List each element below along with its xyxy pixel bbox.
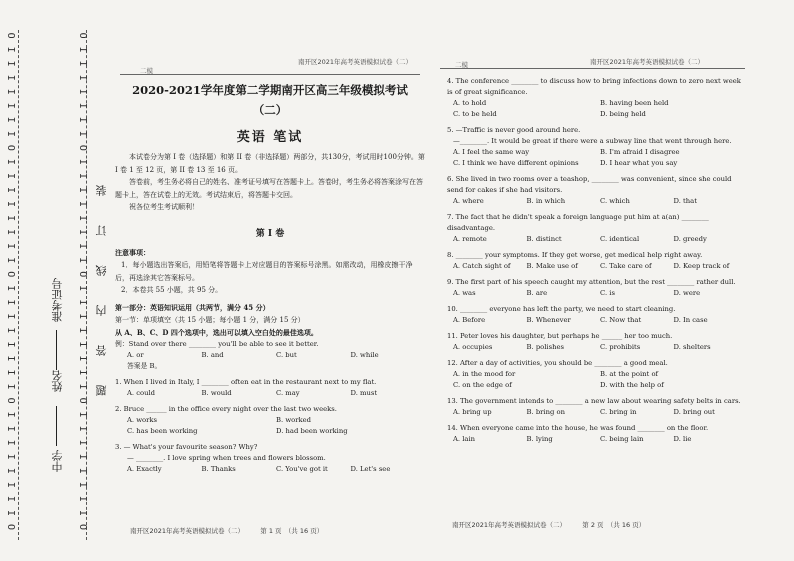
option: C. may [276, 389, 300, 397]
option: C. to be held [453, 110, 497, 118]
question: 8. ________ your symptoms. If they get worse, get medical help right away. [447, 251, 703, 259]
question: 9. The first part of his speech caught my attention, but the rest ________ rather dull. [447, 278, 736, 286]
option: C. bring in [600, 408, 637, 416]
question-options [447, 288, 747, 299]
option: B. polishes [526, 343, 564, 351]
binding-strip [8, 30, 118, 540]
option: A. to hold [453, 99, 487, 107]
option: B. would [201, 389, 232, 397]
option: A. occupies [453, 343, 493, 351]
option: D. Let's see [350, 465, 391, 473]
name-label: 姓名 [51, 370, 64, 392]
binding-marker-1: 装 [95, 185, 108, 196]
question-options [447, 196, 747, 207]
question-options [447, 147, 747, 169]
option: D. had been working [276, 427, 348, 435]
question: 1. When I lived in Italy, I ________ often eat in the restaurant next to my flat. [115, 378, 377, 386]
binding-marker-5: 答 [95, 345, 108, 356]
option: B. worked [276, 416, 311, 424]
question: 5. —Traffic is never good around here. [447, 126, 581, 134]
question-options [447, 369, 747, 391]
question-options [115, 415, 425, 437]
right-page-header: 南开区2021年高考英语模拟试卷（二） [590, 58, 705, 66]
right-page [447, 76, 747, 445]
option: B. Make use of [526, 262, 578, 270]
intro-paragraph: 祝各位考生考试顺利！ [129, 203, 199, 211]
option: A. was [453, 289, 476, 297]
example-answer: 答案是 B。 [127, 362, 162, 370]
option: C. identical [600, 235, 640, 243]
binding-marker-2: 订 [95, 225, 108, 236]
question: 12. After a day of activities, you should be ________ a good meal. [447, 359, 668, 367]
question-options [115, 388, 425, 399]
cut-line [18, 30, 19, 540]
question: 4. The conference ________ to discuss how to bring infections down to zero next week is of great significance. [447, 77, 741, 96]
option: A. could [127, 389, 156, 397]
option: D. shelters [673, 343, 711, 351]
option: D. while [350, 351, 379, 359]
right-page-mark: 二模 [455, 61, 468, 69]
name-line [56, 406, 57, 446]
option: D. bring out [673, 408, 715, 416]
binding-dash-text: O I I I I I I I I O I I I I I I I I O I I I I I I I I O I I I I I I I O [7, 31, 18, 530]
question-line2: —________. It would be great if there were a subway line that went through here. [453, 137, 732, 145]
exam-title-sub: （二） [252, 103, 288, 117]
option: B. bring on [526, 408, 565, 416]
question-options [447, 98, 747, 120]
option: A. in the mood for [453, 370, 516, 378]
option: C. is [600, 289, 615, 297]
question: 11. Peter loves his daughter, but perhaps he ______ her too much. [447, 332, 673, 340]
option: B. I'm afraid I disagree [600, 148, 680, 156]
option: D. were [673, 289, 701, 297]
part-title: 第一部分：英语知识运用（共两节，满分 45 分） [115, 302, 270, 312]
option: A. Exactly [127, 465, 162, 473]
left-page-header: 南开区2021年高考英语模拟试卷（二） [298, 58, 413, 66]
option: D. lie [673, 435, 692, 443]
question: 7. The fact that he didn't speak a foreign language put him at a(an) ________ disadvantage. [447, 213, 709, 232]
option: C. Take care of [600, 262, 652, 270]
option: D. Keep track of [673, 262, 730, 270]
question: 14. When everyone came into the house, he was found ________ on the floor. [447, 424, 709, 432]
binding-dash-text-inner: O I I I I I I I I O I I I I I I I I O I I I I I I I I O I I I I I I I O [79, 31, 90, 530]
option: A. I feel the same way [453, 148, 530, 156]
id-number-label: 准考证号 [51, 278, 64, 322]
option: C. has been working [127, 427, 198, 435]
question: 3. — What's your favourite season? Why? [115, 443, 258, 451]
left-page-footer: 南开区2021年高考英语模拟试卷（二） 第 1 页 （共 16 页） [130, 527, 324, 535]
option: A. Before [453, 316, 486, 324]
left-page-mark: 二模 [140, 67, 153, 75]
binding-marker-4: 内 [95, 305, 108, 316]
volume-title: 第 I 卷 [255, 228, 285, 239]
option: C. but [276, 351, 297, 359]
intro-paragraph: 本试卷分为第 I 卷（选择题）和第 II 卷（非选择题）两部分，共130分，考试用时100分钟。第 I 卷 1 至 12 页，第 II 卷 13 至 16 页。 [115, 153, 425, 174]
left-header-rule [120, 74, 420, 75]
notes-title: 注意事项： [115, 247, 150, 257]
option: A. where [453, 197, 484, 205]
option: A. works [127, 416, 157, 424]
option: D. In case [673, 316, 708, 324]
option: B. lying [526, 435, 553, 443]
question: 6. She lived in two rooms over a teashop, ________ was convenient, since she could send for cakes if she had visitors. [447, 175, 732, 194]
binding-marker-3: 线 [95, 265, 108, 276]
option: A. remote [453, 235, 487, 243]
question: 2. Bruce ______ in the office every night over the last two weeks. [115, 405, 337, 413]
option: B. and [201, 351, 224, 359]
intro-paragraph: 答卷前，考生务必将自己的姓名、准考证号填写在答题卡上。答卷时，考生务必将答案涂写在答题卡上，答在试卷上的无效。考试结束后，将答题卡交回。 [115, 178, 423, 199]
option: C. prohibits [600, 343, 641, 351]
option: B. at the point of [600, 370, 659, 378]
note-item: 2．本卷共 55 小题，共 95 分。 [121, 286, 223, 294]
school-label: 中学 [51, 450, 64, 472]
id-number-line [56, 330, 57, 370]
option: C. You've got it [276, 465, 328, 473]
question-options [447, 407, 747, 418]
option: B. distinct [526, 235, 562, 243]
option: D. greedy [673, 235, 707, 243]
question-options [447, 315, 747, 326]
option: D. that [673, 197, 697, 205]
option: B. in which [526, 197, 566, 205]
option: C. I think we have different opinions [453, 159, 579, 167]
option: D. being held [600, 110, 646, 118]
option: D. with the help of [600, 381, 664, 389]
right-page-footer: 南开区2021年高考英语模拟试卷（二） 第 2 页 （共 16 页） [452, 521, 646, 529]
question-options [447, 261, 747, 272]
exam-title: 2020-2021学年度第二学期南开区高三年级模拟考试 [132, 83, 408, 97]
question-line2: — ________. I love spring when trees and flowers blossom. [127, 454, 326, 462]
option: C. which [600, 197, 630, 205]
option: A. lain [453, 435, 476, 443]
question-options [115, 464, 425, 475]
option: B. Thanks [201, 465, 236, 473]
option: C. being lain [600, 435, 644, 443]
option: A. bring up [453, 408, 492, 416]
question: 13. The government intends to ________ a new law about wearing safety belts in cars. [447, 397, 741, 405]
binding-marker-6: 题 [95, 385, 108, 396]
left-page [115, 82, 425, 475]
note-item: 1．每小题选出答案后，用铅笔将答题卡上对应题目的答案标号涂黑。如需改动，用橡皮擦干净后，再选涂其它答案标号。 [115, 261, 413, 282]
section-title: 第一节：单项填空（共 15 小题；每小题 1 分，满分 15 分） [115, 316, 305, 324]
option: B. having been held [600, 99, 669, 107]
example-question: 例：Stand over there ________ you'll be able to see it better. [115, 340, 319, 348]
question-options [447, 234, 747, 245]
question-options [447, 342, 747, 353]
instruction: 从 A、B、C、D 四个选项中，选出可以填入空白处的最佳选项。 [115, 327, 318, 337]
option: D. I hear what you say [600, 159, 678, 167]
example-options [115, 350, 425, 361]
option: B. Whenever [526, 316, 571, 324]
option: A. or [127, 351, 144, 359]
option: D. must [350, 389, 378, 397]
option: A. Catch sight of [453, 262, 511, 270]
right-header-rule [440, 68, 745, 69]
option: C. on the edge of [453, 381, 512, 389]
question: 10. ________ everyone has left the party, we need to start cleaning. [447, 305, 676, 313]
option: B. are [526, 289, 548, 297]
question-options [447, 434, 747, 445]
option: C. Now that [600, 316, 642, 324]
subject-title: 英语 笔试 [236, 130, 304, 145]
